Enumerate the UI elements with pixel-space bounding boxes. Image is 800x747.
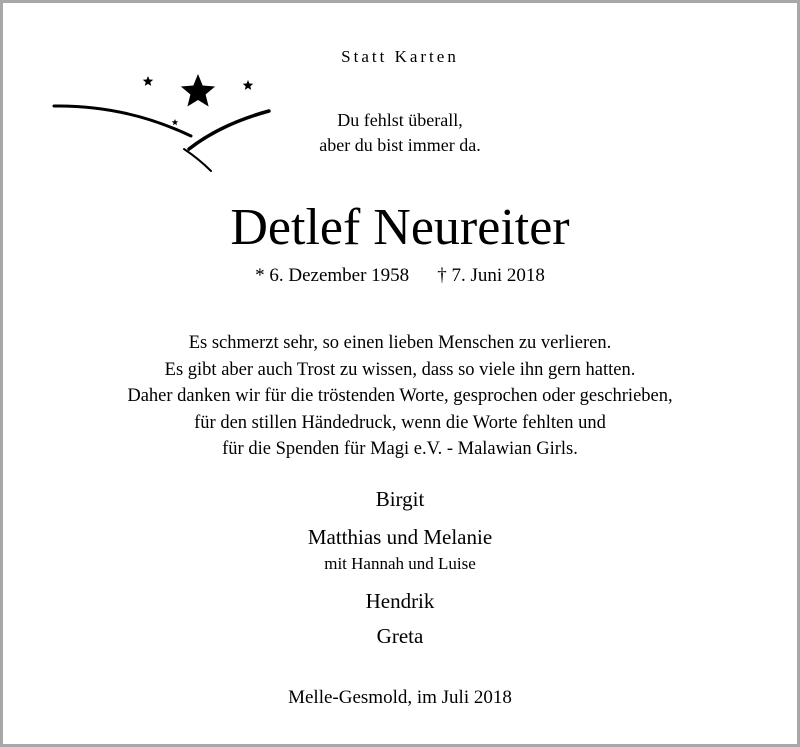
small-star-left-icon: [143, 76, 153, 86]
message-line: für den stillen Händedruck, wenn die Worte fehlten und: [194, 412, 606, 433]
family-member: Hendrik: [365, 589, 435, 613]
message-text: [3, 330, 797, 463]
birth-date: * 6. Dezember 1958: [255, 265, 410, 286]
family-member: Greta: [376, 624, 424, 648]
large-star-icon: [181, 74, 215, 107]
message-line: Es gibt aber auch Trost zu wissen, dass so viele ihn gern hatten.: [164, 359, 636, 380]
small-star-right-icon: [243, 80, 253, 90]
family-member: Birgit: [375, 487, 425, 511]
family-member: Matthias und Melanie: [307, 525, 493, 549]
motto-line: aber du bist immer da.: [319, 135, 481, 155]
message-line: Es schmerzt sehr, so einen lieben Menschen zu verlieren.: [188, 333, 612, 353]
life-dates: [3, 265, 797, 287]
family-member-sub: mit Hannah und Luise: [324, 554, 476, 573]
motto-text: [3, 108, 797, 158]
message-line: Daher danken wir für die tröstenden Worte, gesprochen oder geschrieben,: [127, 386, 673, 406]
deceased-name: Detlef Neureiter: [230, 199, 570, 256]
motto-line: Du fehlst überall,: [337, 110, 463, 130]
place-date: Melle-Gesmold, im Juli 2018: [288, 687, 512, 708]
header-label: Statt Karten: [341, 47, 459, 66]
message-line: für die Spenden für Magi e.V. - Malawian Girls.: [222, 439, 578, 459]
death-date: † 7. Juni 2018: [437, 265, 545, 286]
